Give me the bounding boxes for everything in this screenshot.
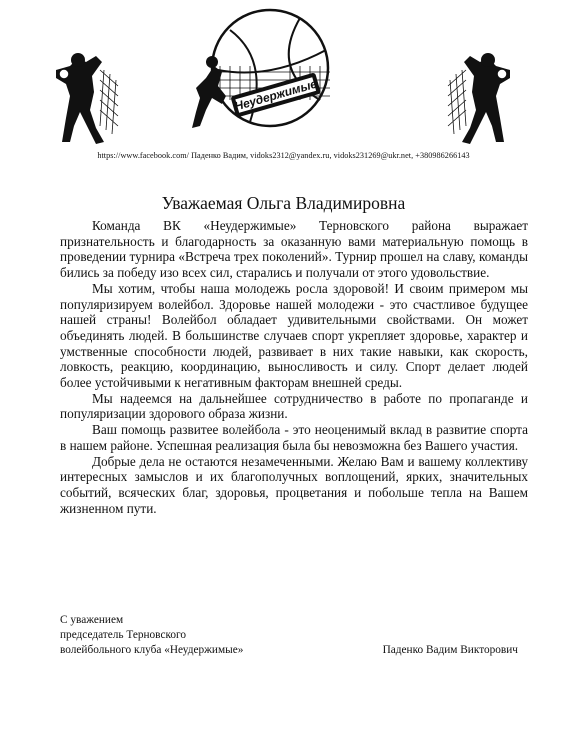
left-player-silhouette (56, 53, 118, 144)
signer-name: Паденко Вадим Викторович (382, 643, 518, 656)
logo-team-name: Неудержимые (232, 76, 319, 114)
signature-block (60, 613, 528, 657)
letter-paragraph: Команда ВК «Неудержимые» Терновского района выражает признательность и благодарность за оказанную вами материальную помощь в проведении турнира «Встреча трех поколений». Турнир прошел на славу, команды бились за победу изо всех сил, старались и получали от этого удовольствие. (60, 218, 528, 281)
letter-paragraph: Добрые дела не остаются незамеченными. Желаю Вам и вашему коллективу интересных замыслов и их благополучных воплощений, ярких, значительных событий, всяческих благ, здоровья, процветания и побольше тепла на Вашем жизненном пути. (60, 453, 528, 516)
contact-line: https://www.facebook.com/ Паденко Вадим, vidoks2312@yandex.ru, vidoks231269@ukr.net, +380986266143 (97, 151, 470, 160)
letter-paragraph: Мы хотим, чтобы наша молодежь росла здоровой! И своим примером мы популяризируем волейбол. Здоровье нашей молодежи - это счастливое будущее нашей страны! Волейбол обладает удивительными свойствами. Он может объединять людей. В большинстве случаев спорт укрепляет здоровье, характер и умственные способности людей, развивает в них такие навыки, как скорость, ловкость, реакцию, координацию, выносливость и силу. Спорт делает людей более устойчивыми к негативным факторам внешней среды. (60, 280, 528, 391)
closing-line: С уважением (60, 614, 124, 626)
salutation-heading: Уважаемая Ольга Владимировна (161, 193, 406, 213)
right-player-silhouette (448, 53, 510, 144)
letter-paragraph: Ваш помощь развитее волейбола - это неоценимый вклад в развитие спорта в нашем районе. Успешная реализация была бы невозможна без Вашего участия. (60, 422, 528, 453)
volleyball-logo (192, 10, 330, 128)
team-logo-header (0, 0, 567, 150)
signer-position-line1: председатель Терновского (60, 628, 187, 641)
signer-position-line2: волейбольного клуба «Неудержимые» (60, 643, 244, 656)
letter-paragraph: Мы надеемся на дальнейшее сотрудничество в работе по пропаганде и популяризации здорового образа жизни. (60, 390, 528, 422)
letter-body (60, 218, 528, 516)
